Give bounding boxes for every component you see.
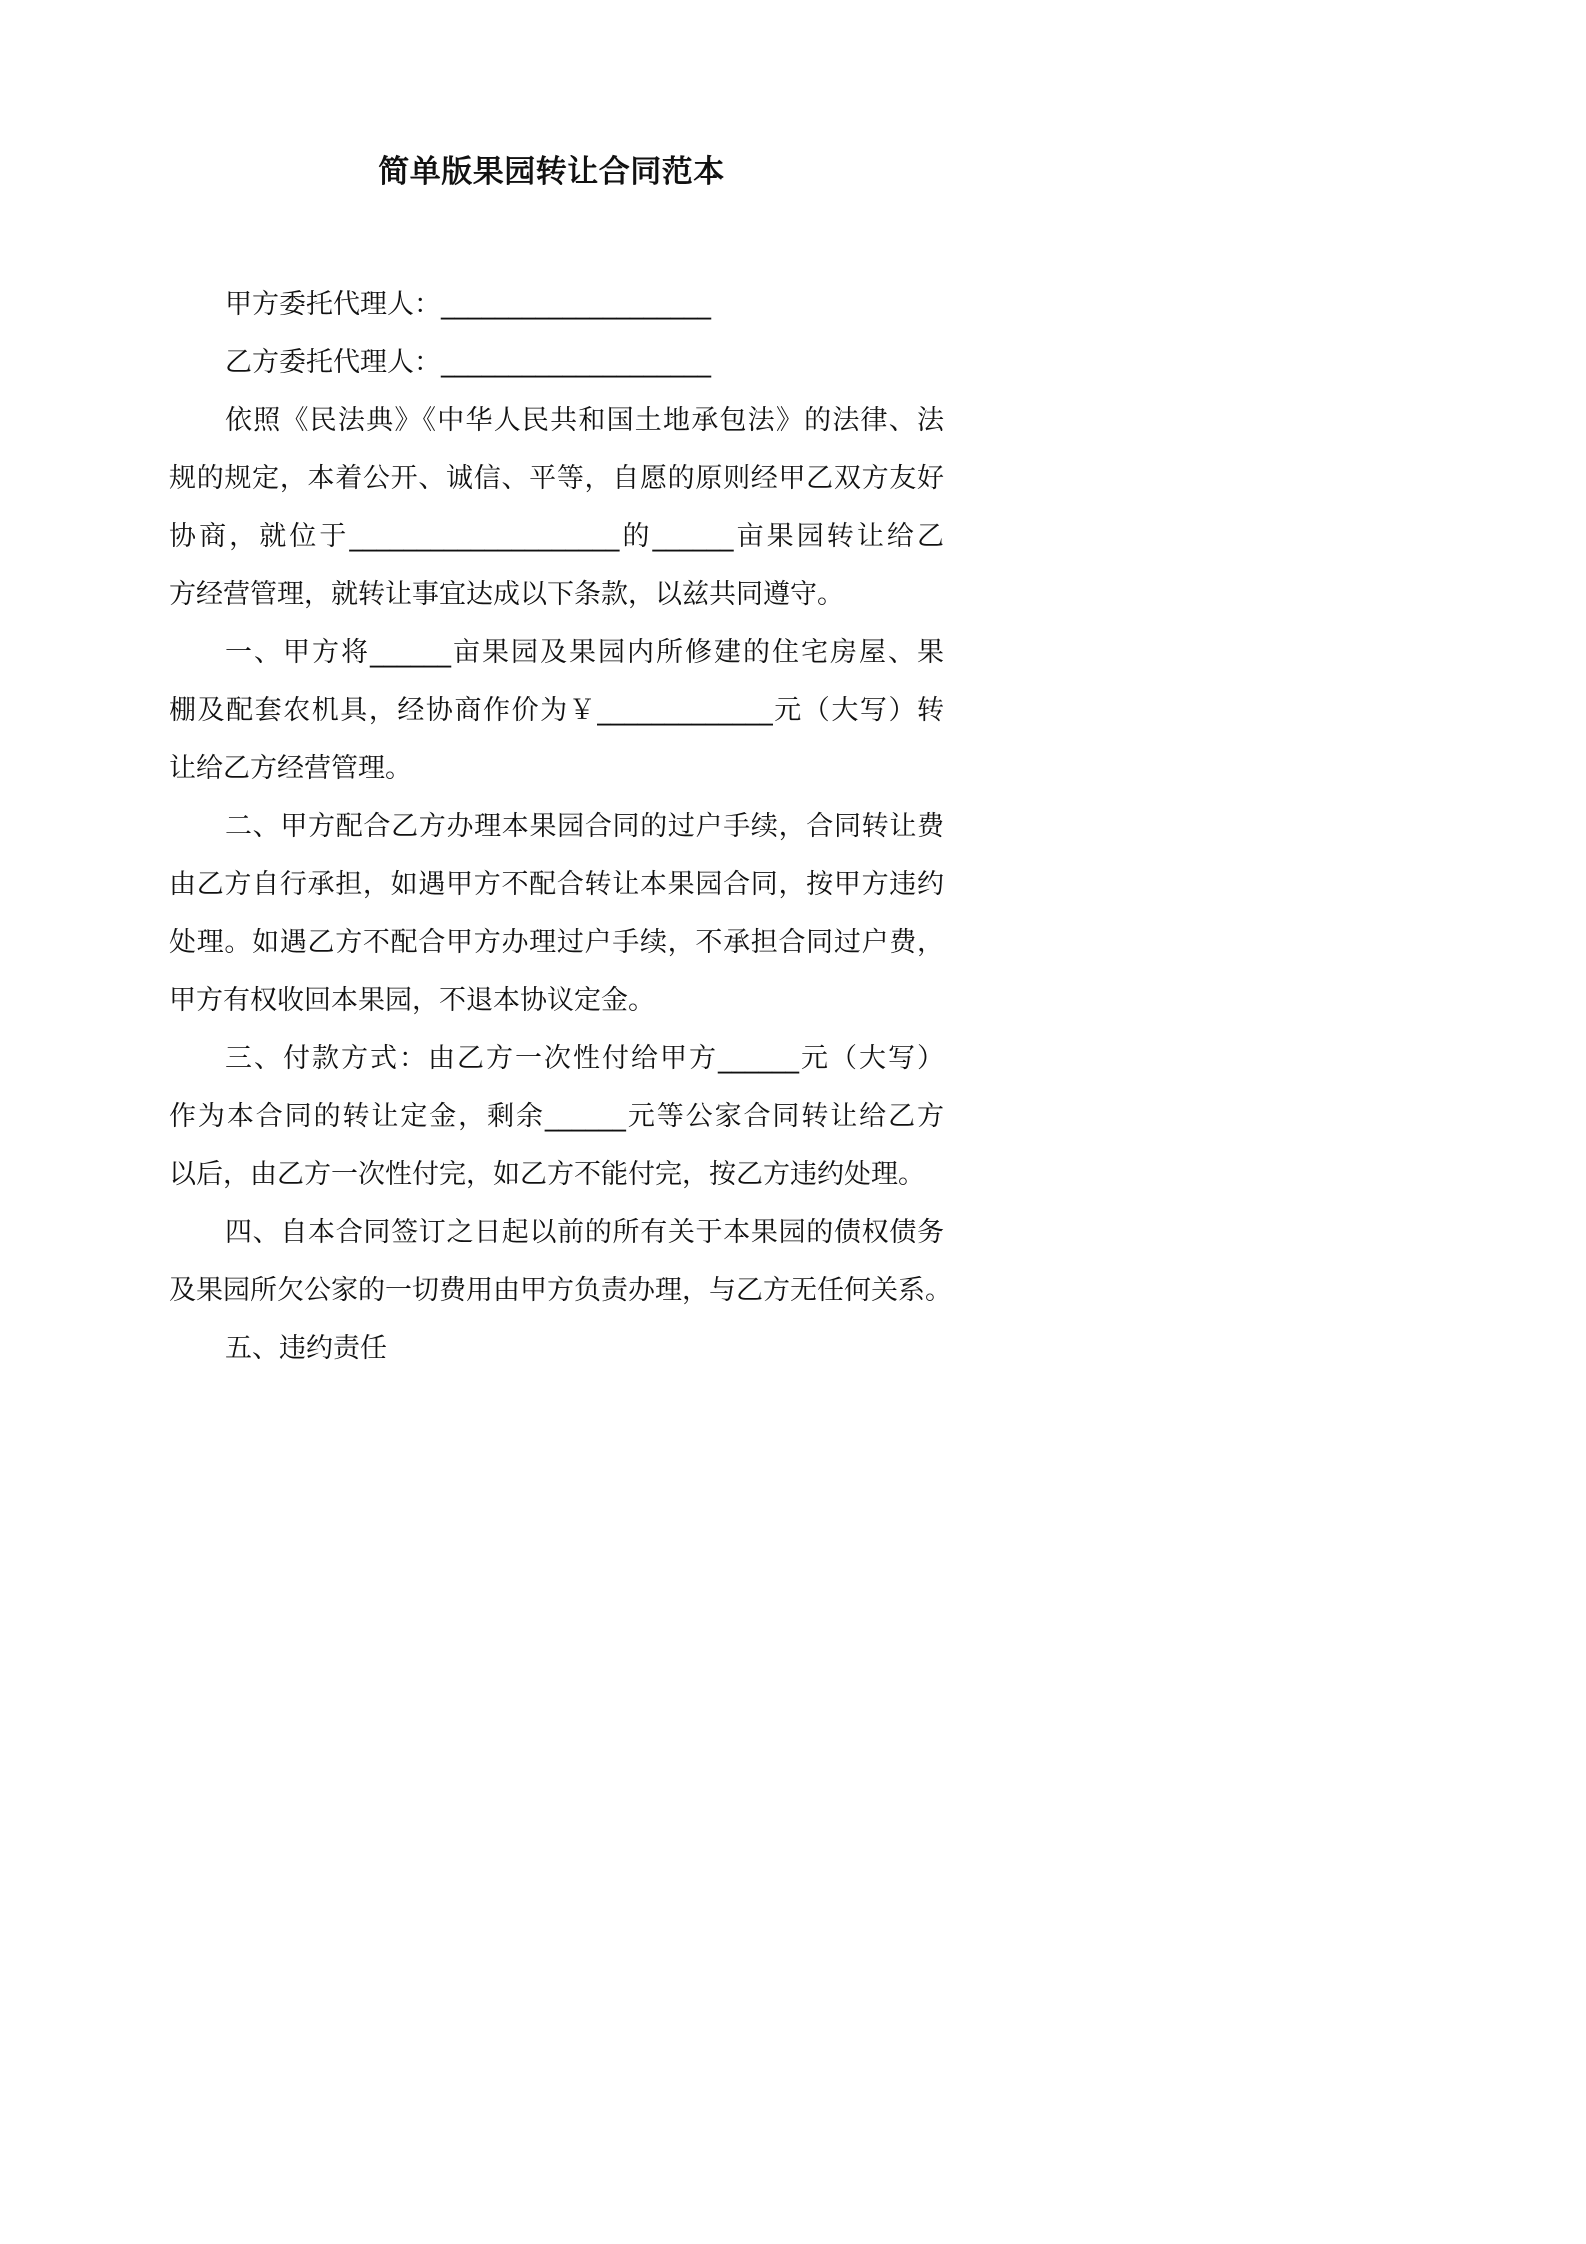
party-b-agent-line: 乙方委托代理人：____________________ bbox=[225, 347, 711, 378]
preamble-line-1: 依照《民法典》《中华人民共和国土地承包法》的法律、法 bbox=[225, 405, 944, 436]
contract-page bbox=[0, 0, 1103, 1560]
document-title: 简单版果园转让合同范本 bbox=[378, 154, 725, 190]
preamble-line-4: 方经营管理，就转让事宜达成以下条款，以兹共同遵守。 bbox=[169, 579, 844, 610]
clause-3-line-3: 以后，由乙方一次性付完，如乙方不能付完，按乙方违约处理。 bbox=[169, 1159, 925, 1190]
preamble-line-3: 协商，就位于____________________的______亩果园转让给乙 bbox=[169, 521, 944, 552]
clause-2-line-1: 二、甲方配合乙方办理本果园合同的过户手续，合同转让费 bbox=[225, 811, 944, 842]
clause-1-line-1: 一、甲方将______亩果园及果园内所修建的住宅房屋、果 bbox=[225, 637, 944, 668]
clause-2-line-2: 由乙方自行承担，如遇甲方不配合转让本果园合同，按甲方违约 bbox=[169, 869, 944, 900]
preamble-line-2: 规的规定，本着公开、诚信、平等，自愿的原则经甲乙双方友好 bbox=[169, 463, 944, 494]
clause-5-heading: 五、违约责任 bbox=[225, 1333, 387, 1364]
clause-2-line-3: 处理。如遇乙方不配合甲方办理过户手续，不承担合同过户费， bbox=[169, 927, 944, 958]
clause-3-line-2: 作为本合同的转让定金，剩余______元等公家合同转让给乙方 bbox=[169, 1101, 944, 1132]
clause-4-line-1: 四、自本合同签订之日起以前的所有关于本果园的债权债务 bbox=[225, 1217, 944, 1248]
party-a-agent-line: 甲方委托代理人：____________________ bbox=[225, 289, 711, 320]
clause-2-line-4: 甲方有权收回本果园，不退本协议定金。 bbox=[169, 985, 655, 1016]
clause-1-line-3: 让给乙方经营管理。 bbox=[169, 753, 412, 784]
clause-4-line-2: 及果园所欠公家的一切费用由甲方负责办理，与乙方无任何关系。 bbox=[169, 1275, 952, 1306]
clause-3-line-1: 三、付款方式：由乙方一次性付给甲方______元（大写） bbox=[225, 1043, 944, 1074]
clause-1-line-2: 棚及配套农机具，经协商作价为￥_____________元（大写）转 bbox=[169, 695, 944, 726]
